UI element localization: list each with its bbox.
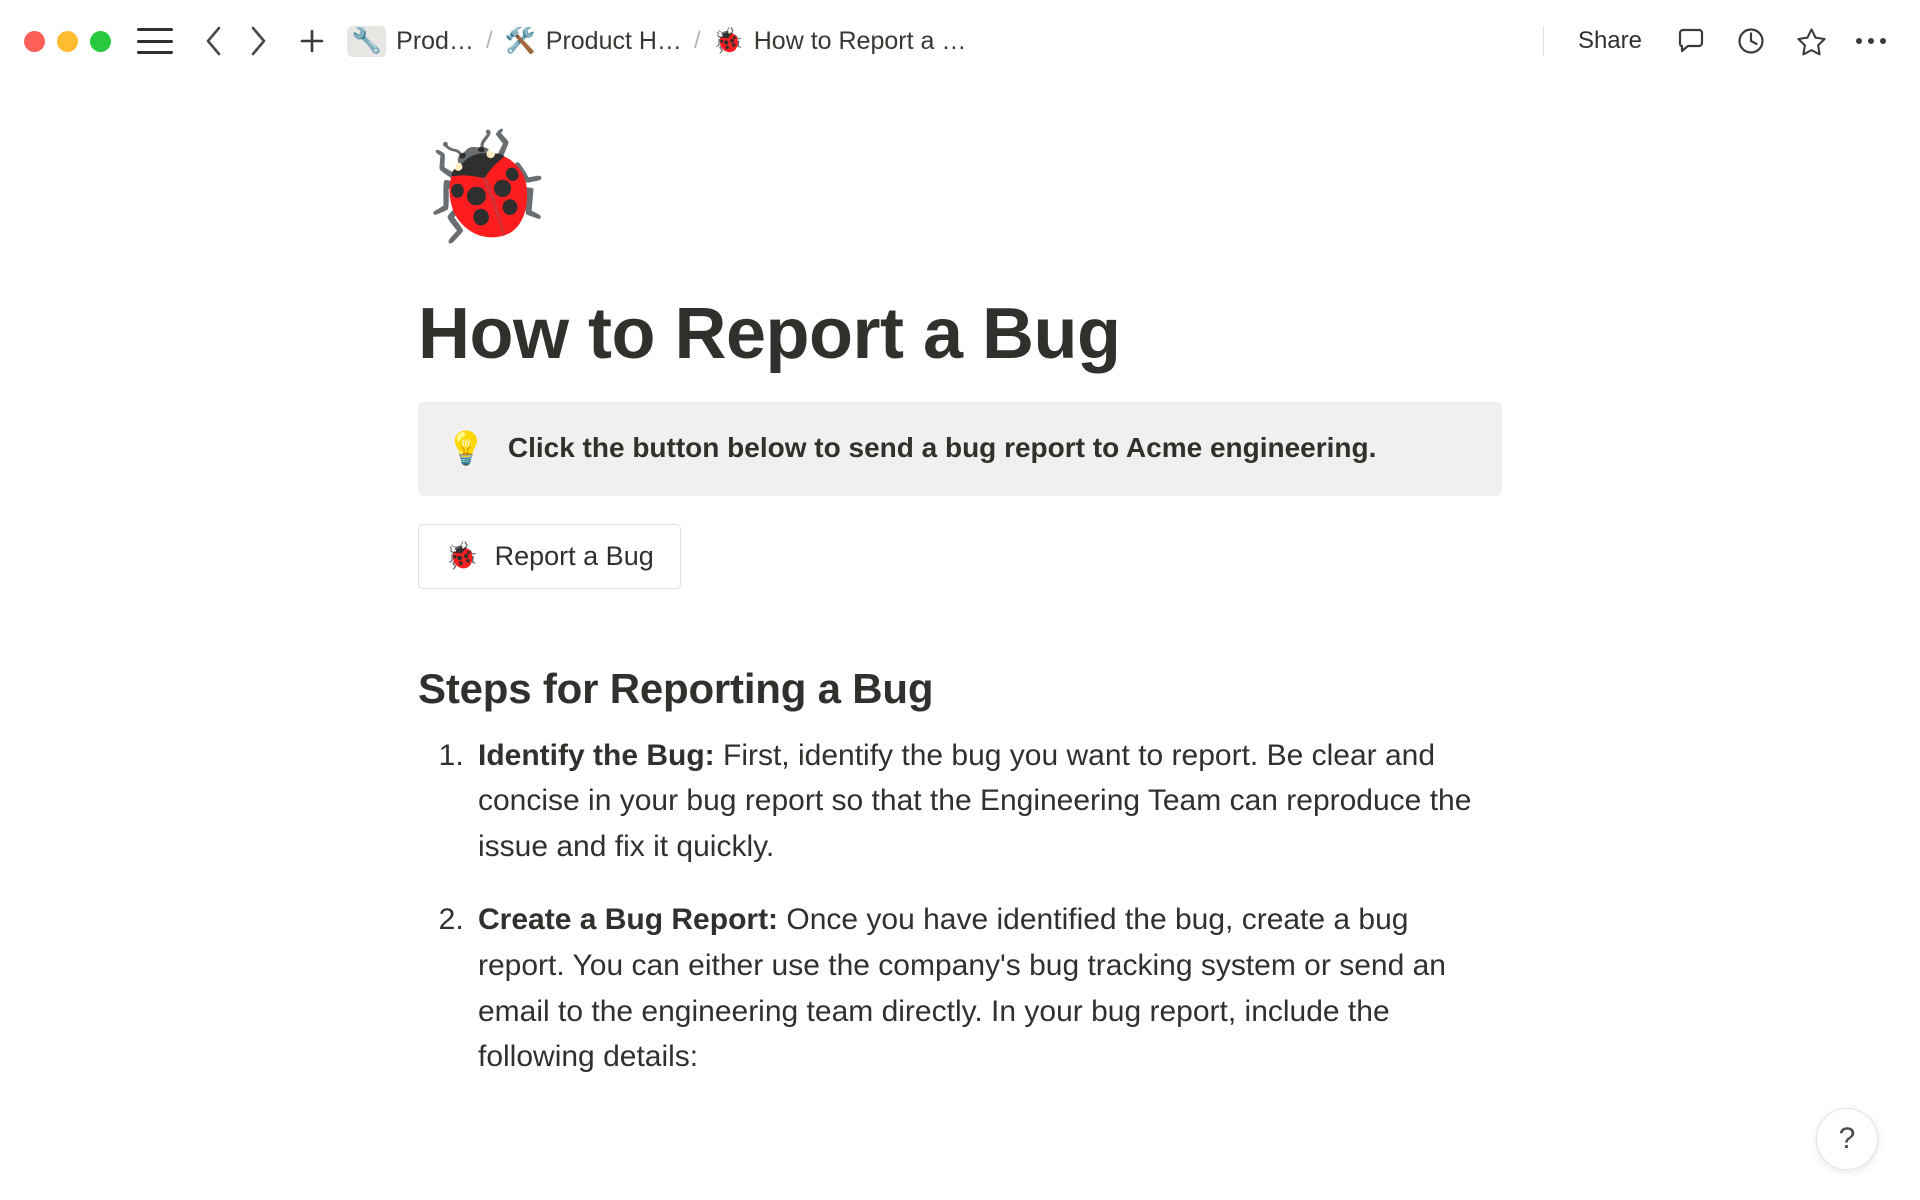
wrench-icon: 🔧 [347,26,386,57]
page-title: How to Report a Bug [418,293,1121,374]
titlebar [0,0,1920,82]
step-lead: Identify the Bug: [478,738,715,772]
ladybug-icon: 🐞 [445,540,479,571]
breadcrumb-item-2[interactable] [707,23,973,60]
page-body [204,128,1716,1080]
steps-list [418,733,1502,1080]
help-button[interactable]: ? [1816,1108,1878,1170]
star-icon[interactable] [1794,24,1828,58]
history-icon[interactable] [1734,24,1768,58]
report-a-bug-button-label: Report a Bug [494,540,654,571]
lightbulb-icon: 💡 [446,429,486,466]
breadcrumb-label-2: How to Report a … [753,26,967,55]
breadcrumb-item-0[interactable] [341,22,480,61]
share-button[interactable]: Share [1577,27,1642,54]
page-icon-ladybug-icon[interactable]: 🐞 [418,126,553,247]
toolbar-divider [1543,26,1544,56]
report-a-bug-button[interactable] [418,524,681,589]
close-window-button[interactable] [24,31,45,52]
ladybug-icon: 🐞 [712,26,744,55]
list-item [472,733,1502,870]
chevron-right-icon[interactable] [241,21,275,61]
breadcrumb-item-1[interactable] [499,23,688,60]
titlebar-actions [1543,23,1894,59]
breadcrumb-separator-0: / [485,27,493,54]
comment-icon[interactable] [1674,24,1708,58]
minimize-window-button[interactable] [57,31,78,52]
section-title: Steps for Reporting a Bug [418,664,934,712]
breadcrumb [341,22,972,61]
step-text: Once you have identified the bug, create a bug report. You can either use the company's bug tracking system or send an email to the engineering team directly. In your bug report, include the following details: [478,903,1446,1074]
hammer-and-wrench-icon: 🛠️ [504,26,536,55]
step-lead: Create a Bug Report: [478,903,779,937]
callout-block [418,402,1502,496]
zoom-window-button[interactable] [90,31,111,52]
breadcrumb-label-0: Prod… [396,26,474,55]
page-content [0,82,1920,1200]
step-text: First, identify the bug you want to report. Be clear and concise in your bug report so that the Engineering Team can reproduce the issue and fix it quickly. [478,738,1472,863]
more-options-icon[interactable] [1854,24,1888,58]
list-item [472,897,1502,1079]
breadcrumb-label-1: Product H… [545,26,682,55]
callout-text: Click the button below to send a bug report to Acme engineering. [507,431,1377,463]
hamburger-icon[interactable] [137,28,173,54]
breadcrumb-separator-1: / [693,27,701,54]
window-controls [24,31,111,52]
chevron-left-icon[interactable] [197,21,231,61]
plus-icon[interactable] [293,21,331,61]
